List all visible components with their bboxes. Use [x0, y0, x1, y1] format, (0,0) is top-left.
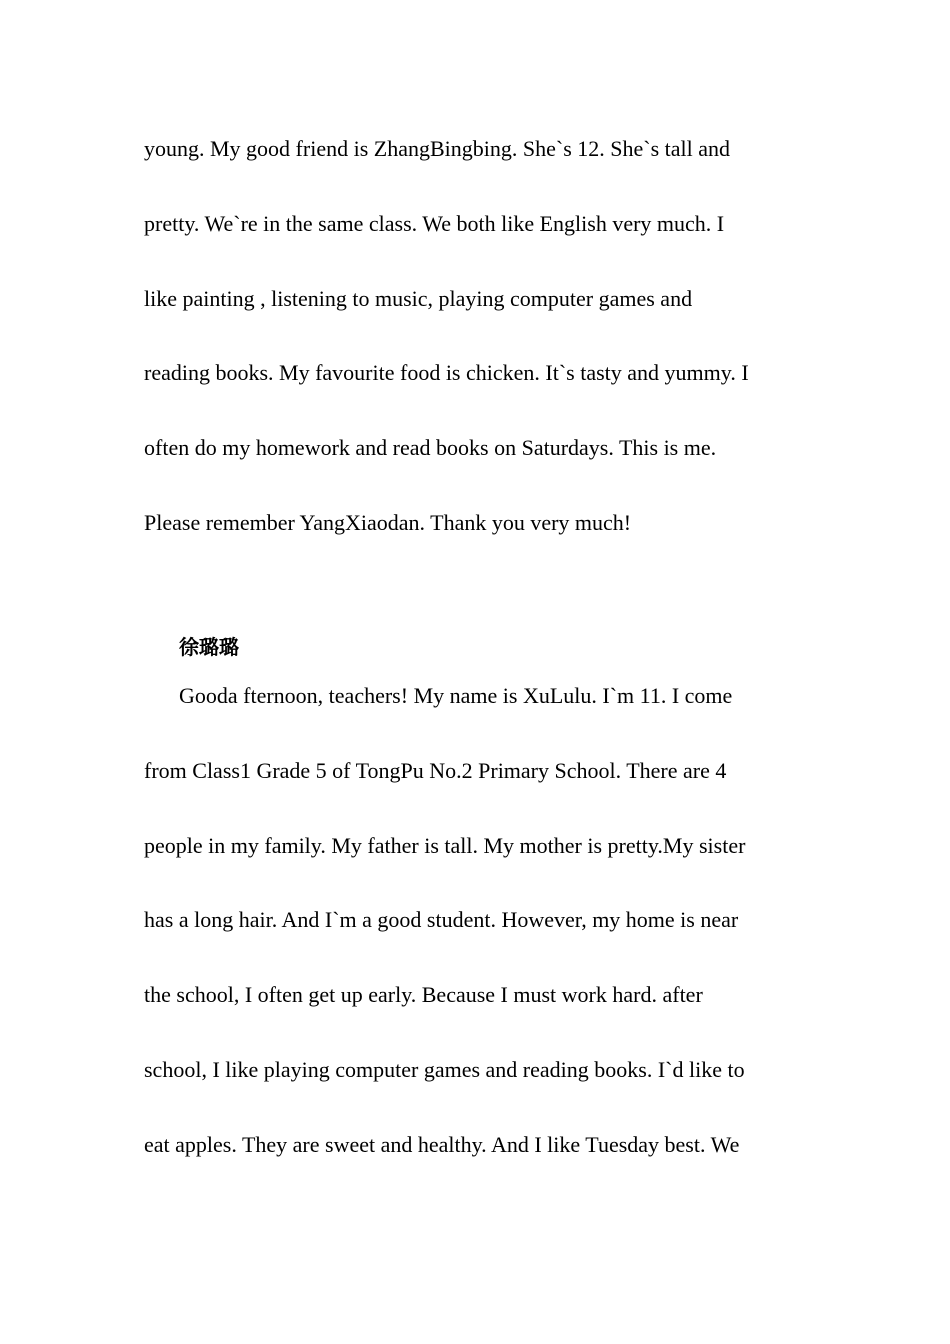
paragraph-line: Please remember YangXiaodan. Thank you very much! [144, 510, 632, 535]
paragraph-line: school, I like playing computer games and reading books. I`d like to [144, 1057, 745, 1082]
paragraph-line: Gooda fternoon, teachers! My name is XuLulu. I`m 11. I come [179, 683, 733, 708]
paragraph-line: often do my homework and read books on Saturdays. This is me. [144, 435, 717, 460]
paragraph-line: people in my family. My father is tall. My mother is pretty.My sister [144, 833, 746, 858]
paragraph-line: young. My good friend is ZhangBingbing. She`s 12. She`s tall and [144, 136, 731, 161]
paragraph-line: the school, I often get up early. Because I must work hard. after [144, 982, 703, 1007]
paragraph-line: like painting , listening to music, playing computer games and [144, 286, 693, 311]
paragraph-line: has a long hair. And I`m a good student. However, my home is near [144, 907, 739, 932]
paragraph-line: reading books. My favourite food is chicken. It`s tasty and yummy. I [144, 360, 749, 385]
paragraph-line: pretty. We`re in the same class. We both like English very much. I [144, 211, 725, 236]
paragraph-line: eat apples. They are sweet and healthy. And I like Tuesday best. We [144, 1132, 740, 1157]
section-heading: 徐璐璐 [179, 635, 239, 659]
paragraph-line: from Class1 Grade 5 of TongPu No.2 Primary School. There are 4 [144, 758, 727, 783]
